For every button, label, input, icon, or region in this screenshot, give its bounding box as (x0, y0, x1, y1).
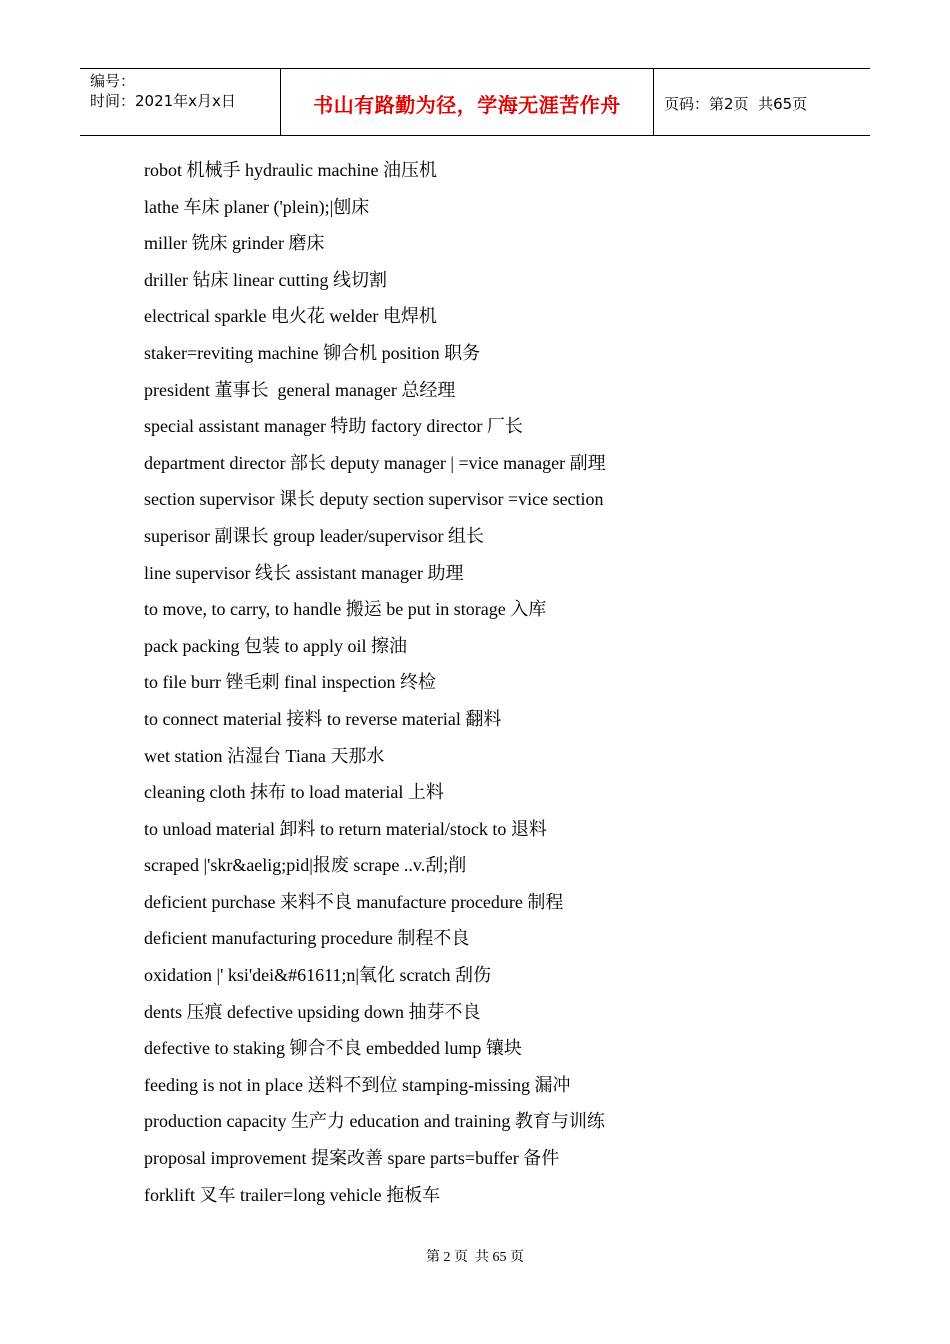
vocab-line: wet station 沾湿台 Tiana 天那水 (144, 745, 385, 766)
vocab-line: lathe 车床 planer ('plein);|刨床 (144, 196, 370, 217)
number-label: 编号： (90, 72, 136, 90)
vocab-line: proposal improvement 提案改善 spare parts=buffer 备件 (144, 1148, 560, 1169)
vocab-line: defective to staking 铆合不良 embedded lump 镶块 (144, 1038, 522, 1059)
motto-text: 书山有路勤为径，学海无涯苦作舟 (313, 92, 621, 117)
vocab-line: robot 机械手 hydraulic machine 油压机 (144, 160, 437, 180)
vocab-line: department director 部长 deputy manager | =vice manager 副理 (144, 452, 606, 473)
vocab-line: scraped |'skr&aelig;pid|报废 scrape ..v.刮;削 (144, 855, 467, 876)
vocab-line: electrical sparkle 电火花 welder 电焊机 (144, 306, 437, 327)
page-footer: 第 2 页 共 65 页 (426, 1250, 524, 1265)
vocab-line: production capacity 生产力 education and training 教育与训练 (144, 1111, 605, 1132)
vocab-line: cleaning cloth 抹布 to load material 上料 (144, 782, 444, 803)
vocab-line: deficient manufacturing procedure 制程不良 (144, 928, 470, 949)
vocab-line: miller 铣床 grinder 磨床 (144, 233, 325, 254)
vocab-line: pack packing 包装 to apply oil 擦油 (144, 635, 407, 656)
vocab-line: to connect material 接料 to reverse material 翻料 (144, 708, 502, 729)
vocab-line: feeding is not in place 送料不到位 stamping-missing 漏冲 (144, 1074, 571, 1095)
vocab-line: dents 压痕 defective upsiding down 抽芽不良 (144, 1001, 481, 1022)
header-page-info: 页码：第2页 共65页 (664, 94, 808, 113)
header-motto-cell (281, 69, 654, 135)
vocabulary-list (144, 152, 864, 1213)
vocab-line: oxidation |' ksi'dei&#61611;n|氧化 scratch 刮伤 (144, 965, 491, 986)
vocab-line: deficient purchase 来料不良 manufacture procedure 制程 (144, 891, 564, 912)
time-label: 时间：2021年x月x日 (90, 92, 236, 110)
vocab-line: to file burr 锉毛刺 final inspection 终检 (144, 672, 436, 693)
vocab-line: president 董事长 general manager 总经理 (144, 379, 456, 400)
vocab-line: staker=reviting machine 铆合机 position 职务 (144, 342, 481, 363)
vocab-line: line supervisor 线长 assistant manager 助理 (144, 562, 464, 583)
vocab-line: section supervisor 课长 deputy section supervisor =vice section (144, 489, 604, 510)
vocab-line: forklift 叉车 trailer=long vehicle 拖板车 (144, 1184, 441, 1205)
header-meta (80, 69, 281, 135)
vocab-line: driller 钻床 linear cutting 线切割 (144, 269, 387, 290)
vocab-line: to unload material 卸料 to return material/stock to 退料 (144, 818, 547, 839)
page-header (80, 68, 870, 136)
vocab-line: special assistant manager 特助 factory director 厂长 (144, 416, 523, 437)
vocab-line: to move, to carry, to handle 搬运 be put in storage 入库 (144, 599, 547, 620)
vocab-line: superisor 副课长 group leader/supervisor 组长 (144, 525, 484, 546)
